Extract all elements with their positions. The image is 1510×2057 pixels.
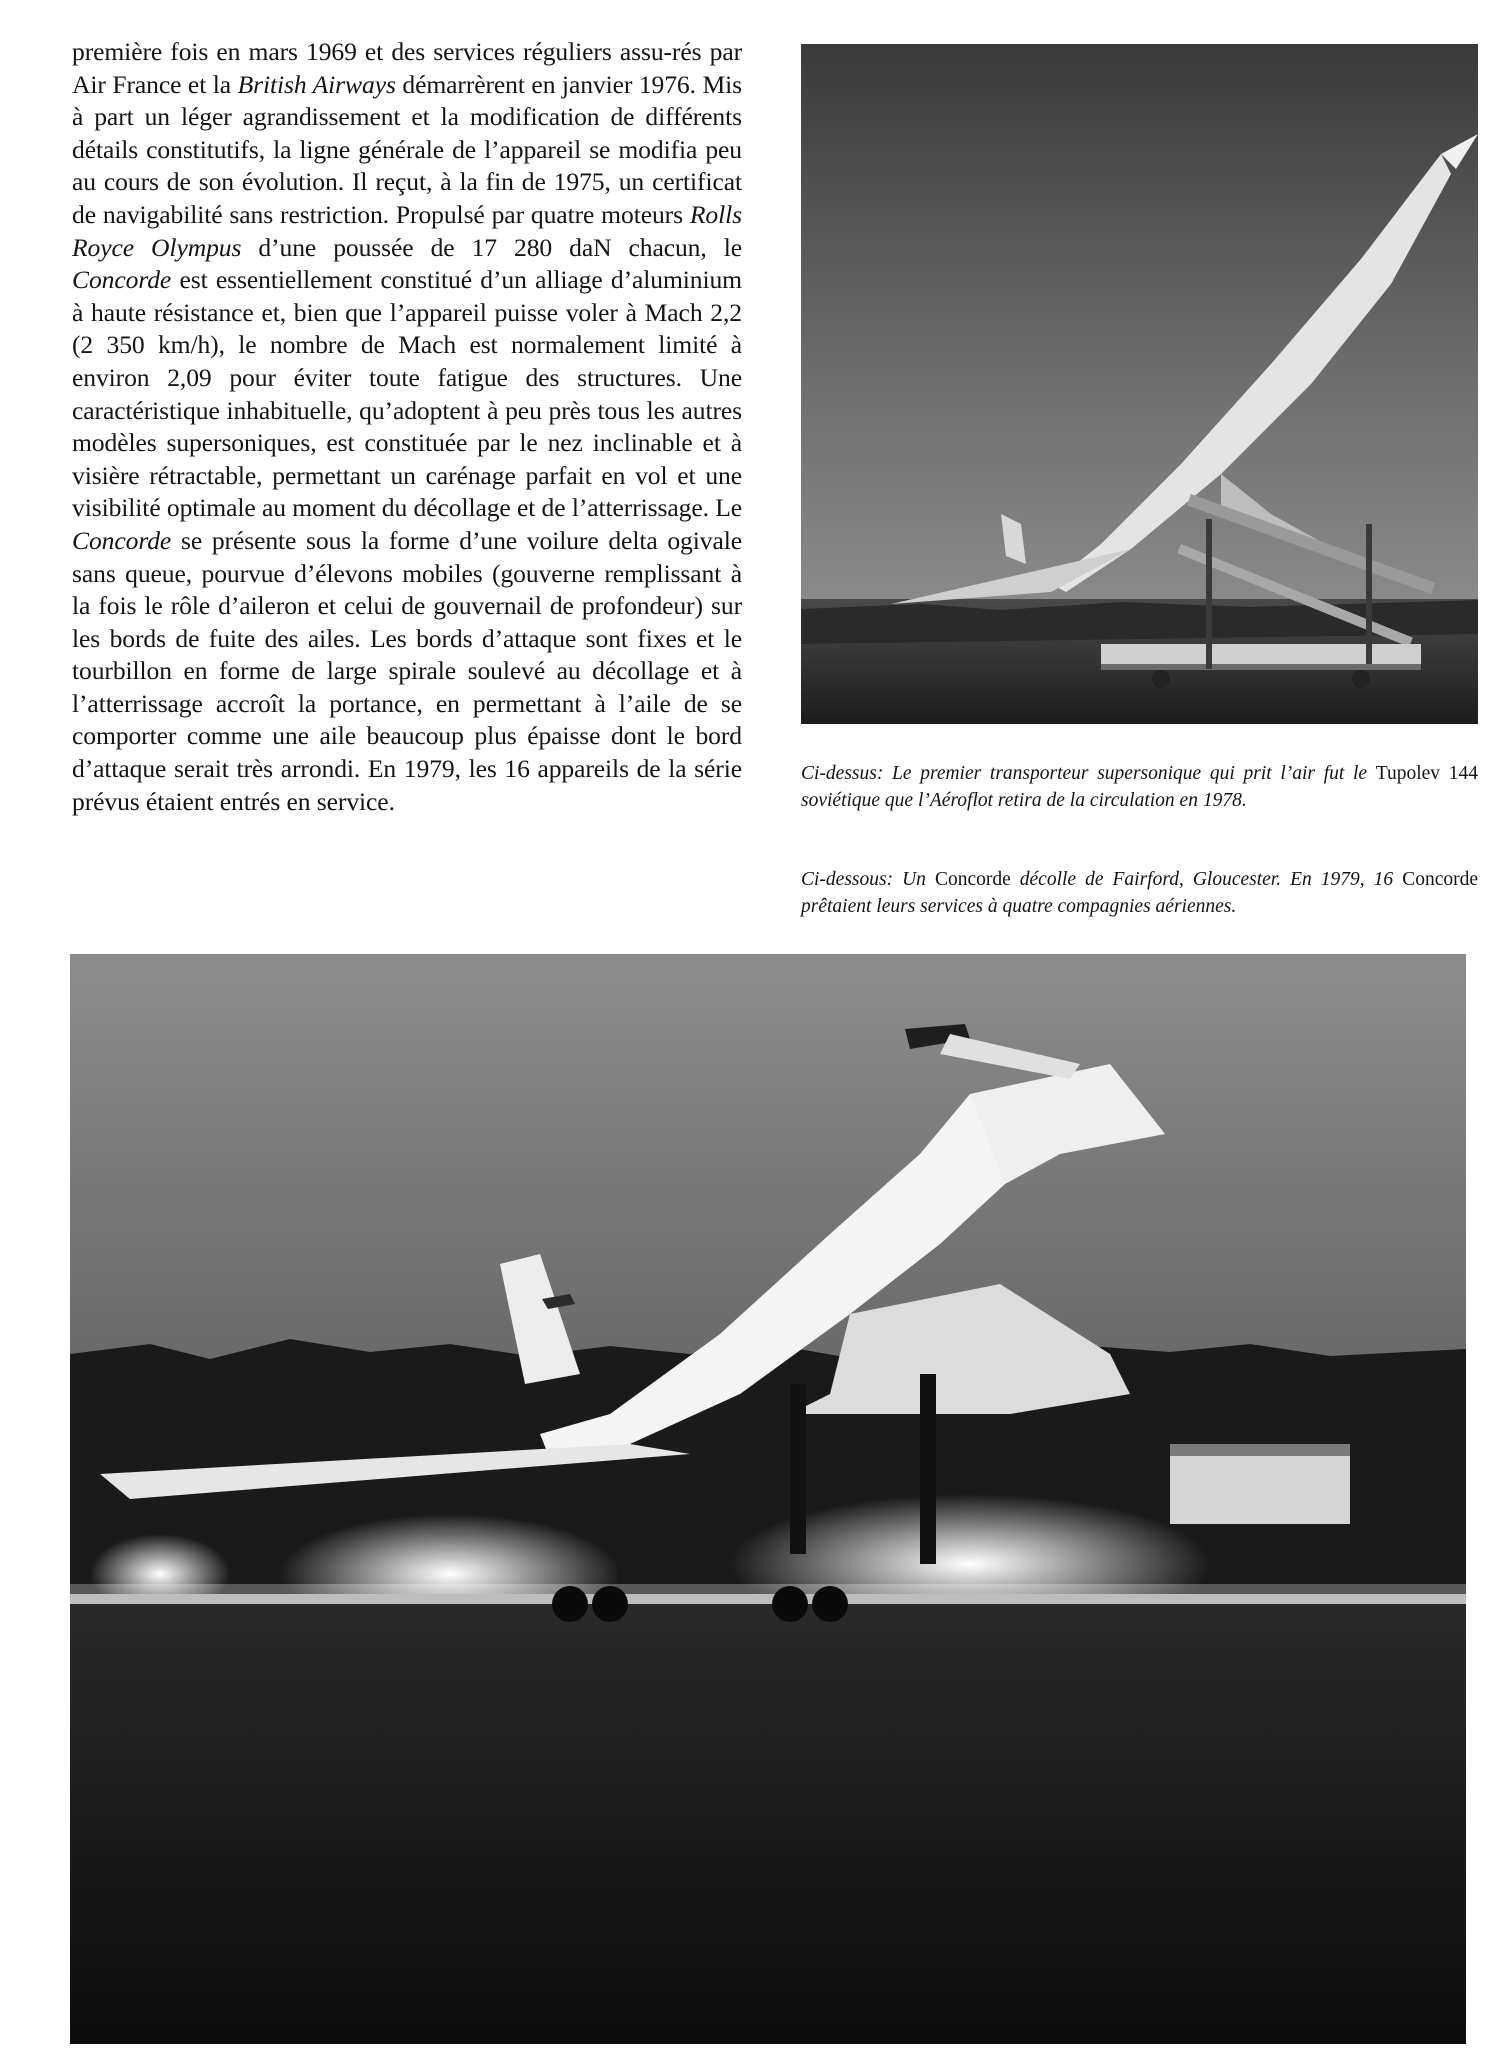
text-run: Concorde bbox=[934, 869, 1011, 890]
text-run: se présente sous la forme d’une voilure delta ogivale sans queue, pourvue d’élevons mobiles (gouverne remplissant à la fois le rôle d’aileron et celui de gouvernail de profondeur) sur les bords de fuite des ailes. Les bords d’attaque sont fixes et le tourbillon en forme de large spirale soulevé au décollage et à l’atterrissage accroît la portance, en permettant à l’aile de se comporter comme une aile beaucoup plus épaisse dont le bord d’attaque serait très arrondi. En 1979, les 16 appareils de la série prévus étaient entrés en service. bbox=[72, 525, 742, 816]
text-run: d’une poussée de 17 280 daN chacun, le bbox=[241, 232, 742, 262]
article-body-text bbox=[72, 36, 742, 818]
caption-top bbox=[801, 760, 1478, 814]
text-run: prêtaient leurs services à quatre compagnies aériennes. bbox=[801, 896, 1237, 917]
text-run: Concorde bbox=[1402, 869, 1478, 890]
text-run: Tupolev 144 bbox=[1375, 763, 1478, 784]
text-run: démarrèrent en janvier 1976. Mis à part un léger agrandissement et la modification de différents détails constitutifs, la ligne générale de l’appareil se modifia peu au cours de son évolution. Il reçut, à la fin de 1975, un certificat de navigabilité sans restriction. Propulsé par quatre moteurs bbox=[72, 69, 742, 229]
text-run: décolle de Fairford, Gloucester. En 1979, 16 bbox=[1010, 869, 1403, 890]
text-run: est essentiellement constitué d’un alliage d’aluminium à haute résistance et, bien que l’appareil puisse voler à Mach 2,2 (2 350 km/h), le nombre de Mach est normalement limité à environ 2,09 pour éviter toute fatigue des structures. Une caractéristique inhabituelle, qu’adoptent à peu près tous les autres modèles supersoniques, est constituée par le nez inclinable et à visière rétractable, permettant un carénage parfait en vol et une visibilité optimale au moment du décollage et de l’atterrissage. Le bbox=[72, 265, 742, 523]
text-run: soviétique que l’Aéroflot retira de la circulation en 1978. bbox=[801, 790, 1247, 811]
italic-text-run: Concorde bbox=[72, 525, 172, 555]
text-run: Ci-dessus: Le premier transporteur supersonique qui prit l’air fut le bbox=[801, 763, 1376, 784]
photo-tupolev-144 bbox=[801, 44, 1478, 724]
italic-text-run: Rolls Royce Olympus bbox=[72, 199, 742, 262]
photo-concorde-takeoff bbox=[70, 954, 1466, 2044]
italic-text-run: Concorde bbox=[72, 265, 172, 295]
text-run: Ci-dessous: Un bbox=[801, 869, 935, 890]
text-run: première fois en mars 1969 et des services réguliers assu-rés par Air France et la bbox=[72, 37, 742, 99]
italic-text-run: British Airways bbox=[237, 69, 396, 99]
caption-bottom bbox=[801, 866, 1478, 920]
